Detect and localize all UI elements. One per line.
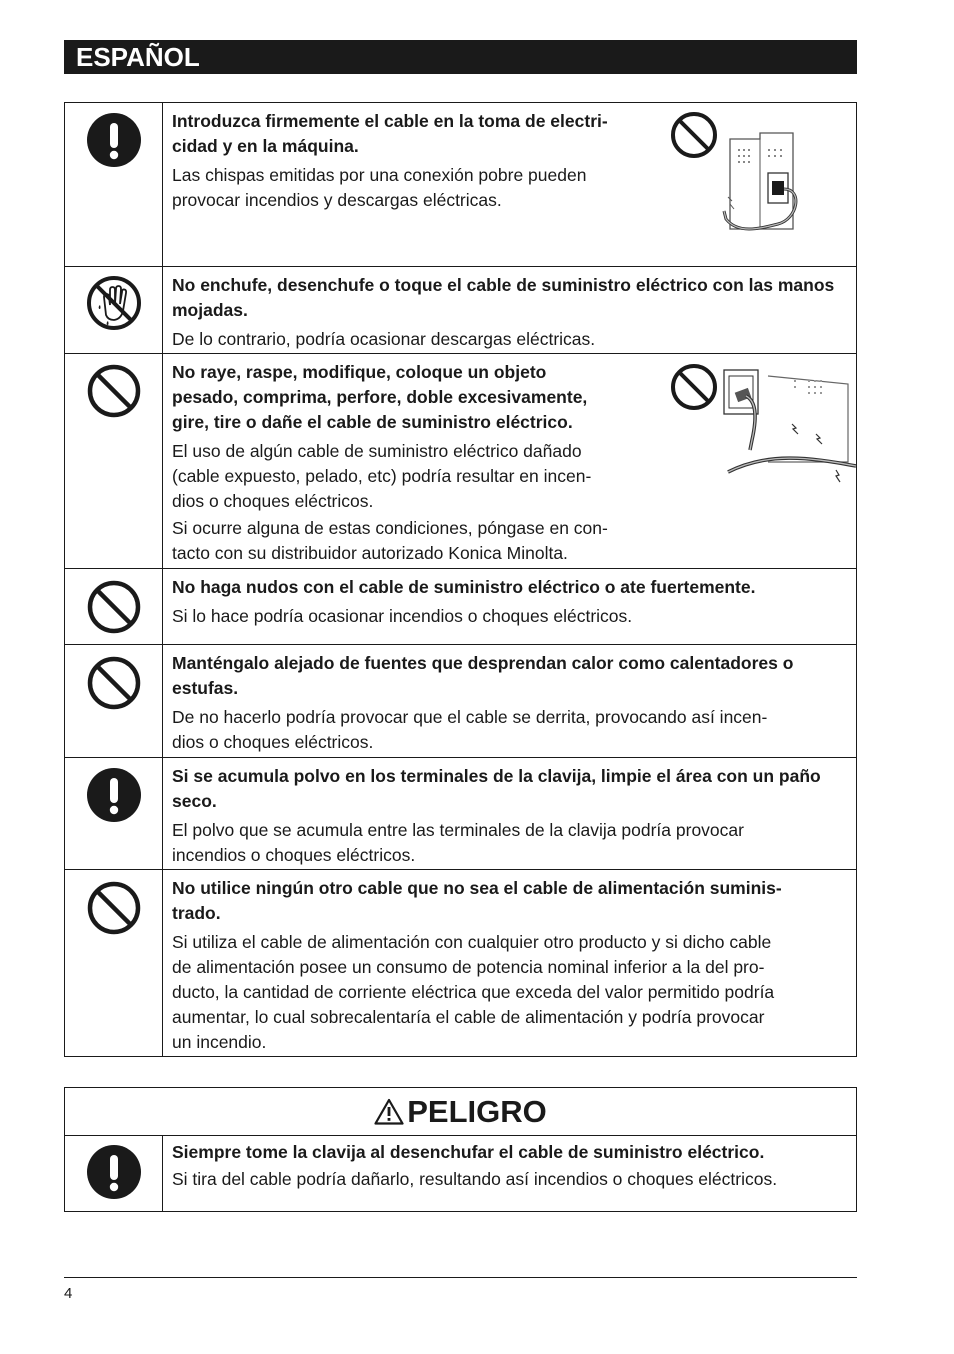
warning-text (163, 354, 856, 568)
mandatory-exclamation-icon (86, 767, 142, 823)
warning-text (163, 758, 856, 869)
warning-text (163, 267, 856, 353)
warning-description: De lo contrario, podría ocasionar descargas eléctricas. (172, 329, 596, 349)
warning-text (163, 645, 856, 757)
warning-description: Si ocurre alguna de estas condiciones, póngase en con- tacto con su distribuidor autorizado Konica Minolta. (172, 518, 608, 563)
prohibited-icon (86, 655, 142, 711)
warnings-table (64, 102, 857, 1057)
mandatory-exclamation-icon (86, 112, 142, 168)
icon-cell (65, 645, 163, 757)
icon-cell (65, 1136, 163, 1211)
icon-cell (65, 569, 163, 644)
warning-description: El uso de algún cable de suministro eléctrico dañado (cable expuesto, pelado, etc) podría resultar en incen- dios o choques eléctricos. (172, 441, 592, 511)
warning-row (65, 757, 856, 869)
warning-row (65, 869, 856, 1056)
danger-table (64, 1087, 857, 1212)
language-banner: ESPAÑOL (64, 40, 857, 74)
warning-row (65, 568, 856, 644)
warning-description: Si utiliza el cable de alimentación con cualquier otro producto y si dicho cable de alimentación posee un consumo de potencia nominal inferior a la del pro- ducto, la cantidad de corriente eléctrica que exceda del valor permitido podría aumentar, lo cual sobrecalentaría el cable de alimentación y podría provocar un incendio. (172, 932, 775, 1052)
warning-title: Si se acumula polvo en los terminales de la clavija, limpie el área con un paño seco. (172, 766, 821, 811)
warning-text (163, 870, 856, 1056)
icon-cell (65, 758, 163, 869)
warning-title: Manténgalo alejado de fuentes que desprendan calor como calentadores o estufas. (172, 653, 794, 698)
danger-description: Si tira del cable podría dañarlo, resultando así incendios o choques eléctricos. (172, 1169, 778, 1189)
prohibited-icon (86, 880, 142, 936)
warning-row (65, 353, 856, 568)
icon-cell (65, 103, 163, 266)
warning-text (163, 103, 856, 266)
plug-in-illustration (668, 109, 848, 239)
prohibited-icon (86, 579, 142, 635)
prohibited-icon (86, 363, 142, 419)
warning-title: No enchufe, desenchufe o toque el cable de suministro eléctrico con las manos mojadas. (172, 275, 835, 320)
mandatory-exclamation-icon (86, 1144, 142, 1200)
icon-cell (65, 870, 163, 1056)
warning-title: No raye, raspe, modifique, coloque un objeto pesado, comprima, perfore, doble excesivamente, gire, tire o dañe el cable de suministro eléctrico. (172, 362, 588, 432)
warning-triangle-icon (374, 1098, 404, 1125)
warning-description: Las chispas emitidas por una conexión pobre pueden provocar incendios y descargas eléctricas. (172, 165, 587, 210)
warning-description: Si lo hace podría ocasionar incendios o choques eléctricos. (172, 606, 633, 626)
icon-cell (65, 267, 163, 353)
footer-rule (64, 1277, 857, 1278)
warning-title: Introduzca firmemente el cable en la toma de electri- cidad y en la máquina. (172, 111, 608, 156)
warning-text (163, 569, 856, 644)
danger-text (163, 1136, 856, 1211)
warning-row (65, 103, 856, 266)
danger-row (65, 1136, 856, 1211)
warning-row (65, 644, 856, 757)
danger-title: Siempre tome la clavija al desenchufar el cable de suministro eléctrico. (172, 1142, 765, 1162)
warning-title: No haga nudos con el cable de suministro eléctrico o ate fuertemente. (172, 577, 756, 597)
danger-heading (65, 1088, 856, 1136)
no-wet-hands-icon (86, 275, 142, 331)
page-number: 4 (64, 1285, 73, 1302)
icon-cell (65, 354, 163, 568)
warning-row (65, 266, 856, 353)
damaged-cable-illustration (668, 362, 858, 492)
warning-description: El polvo que se acumula entre las terminales de la clavija podría provocar incendios o choques eléctricos. (172, 820, 744, 865)
warning-description: De no hacerlo podría provocar que el cable se derrita, provocando así incen- dios o choques eléctricos. (172, 707, 768, 752)
danger-heading-text: PELIGRO (407, 1093, 547, 1129)
warning-title: No utilice ningún otro cable que no sea el cable de alimentación suminis- trado. (172, 878, 782, 923)
